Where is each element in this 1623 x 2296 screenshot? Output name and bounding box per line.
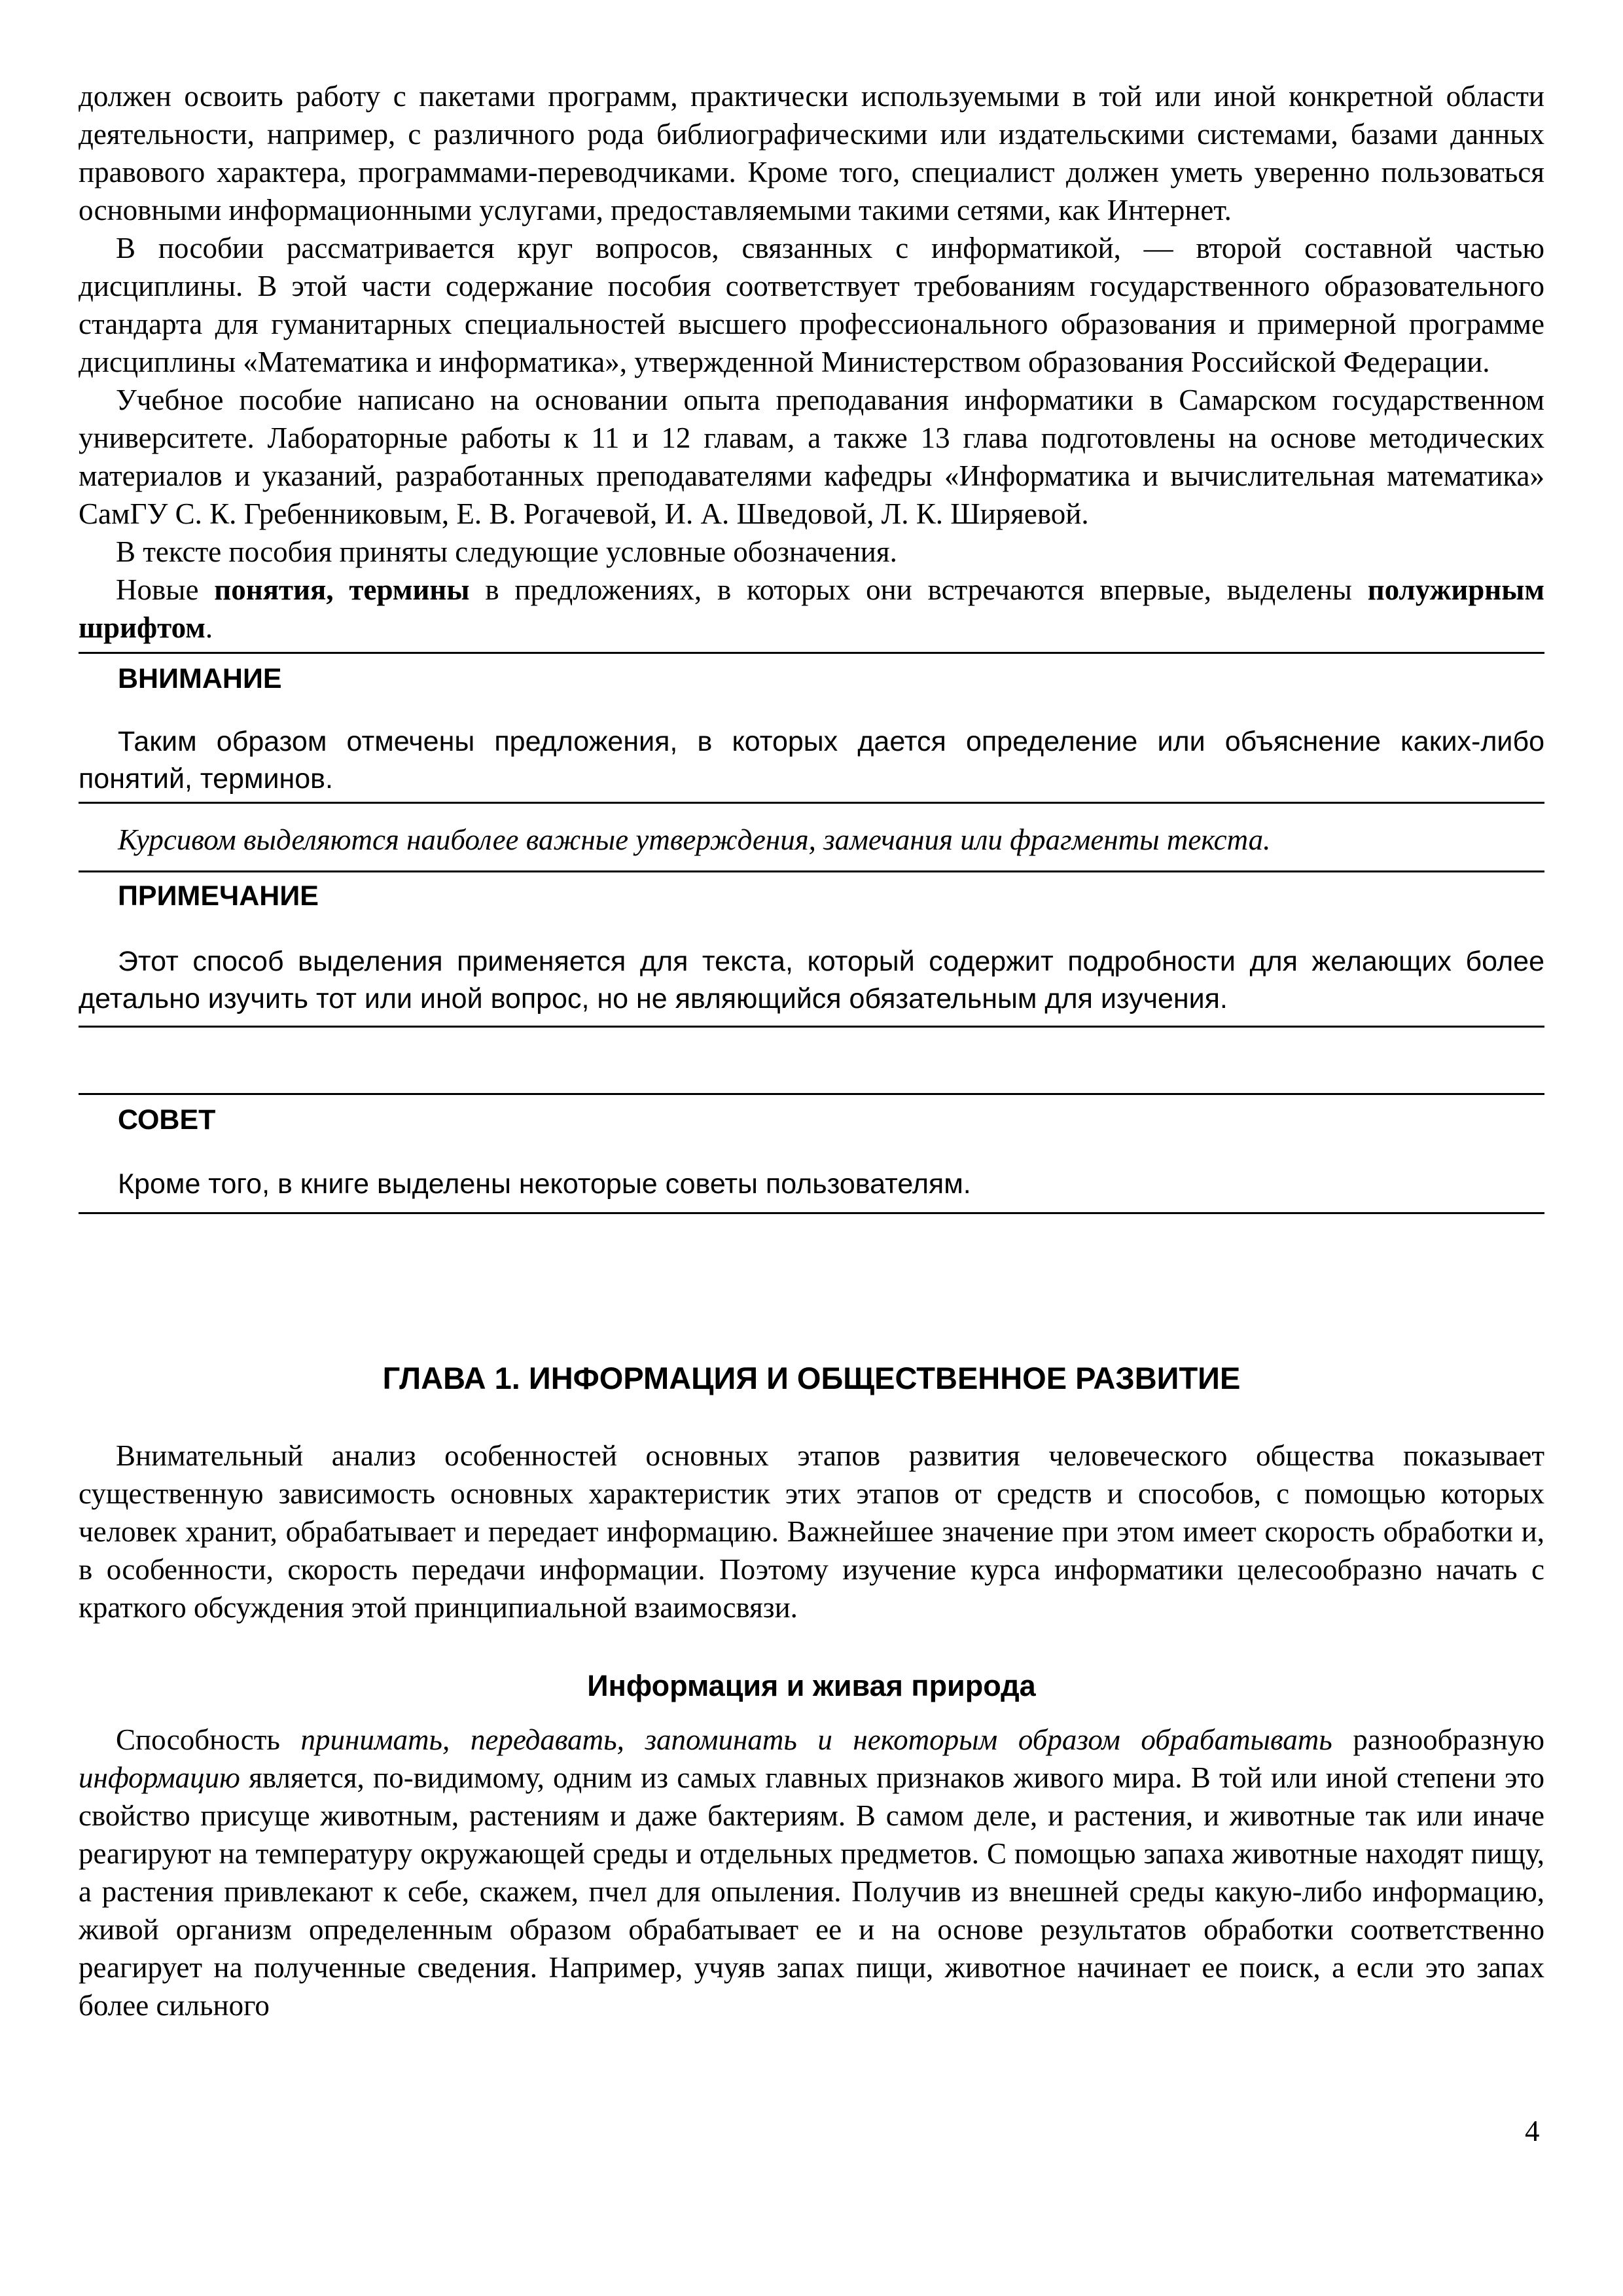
chapter-title: ГЛАВА 1. ИНФОРМАЦИЯ И ОБЩЕСТВЕННОЕ РАЗВИТИЕ xyxy=(382,1361,1241,1395)
divider xyxy=(79,1212,1544,1214)
divider xyxy=(79,802,1544,804)
note-title: ПРИМЕЧАНИЕ xyxy=(118,880,319,912)
section-title: Информация и живая природа xyxy=(587,1669,1036,1702)
text-run: Способность xyxy=(116,1723,301,1756)
bold-term: полужирным шрифтом xyxy=(79,573,1545,644)
bold-term: понятия, термины xyxy=(214,573,470,606)
italic-term: принимать, передавать, запоминать и некоторым образом обрабатывать xyxy=(300,1723,1332,1756)
text-run: является, по-видимому, одним из самых главных признаков живого мира. В той или иной степени это свойство присуще животным, растениям и даже бактериям. В самом деле, и растения, и животные так или иначе реагируют на температуру окружающей среды и отдельных предметов. С помощью запаха животные находят пищу, а растения привлекают к себе, скажем, пчел для опыления. Получив из внешней среды какую-либо информацию, живой организм определенным образом обрабатывает ее и на основе результатов обработки соответственно реагирует на полученные сведения. Например, учуяв запах пищи, животное начинает ее поиск, а если это запах более сильного xyxy=(79,1761,1544,2022)
intro-paragraph-3: Учебное пособие написано на основании опыта преподавания информатики в Самарском государственном университете. Лабораторные работы к 11 и 12 главам, а также 13 глава подготовлены на основе методических материалов и указаний, разработанных преподавателями кафедры «Информатика и вычислительная математика» СамГУ С. К. Гребенниковым, Е. В. Рогачевой, И. А. Шведовой, Л. К. Ширяевой. xyxy=(79,384,1544,530)
text-run: в предложениях, в которых они встречаются впервые, выделены xyxy=(469,573,1368,606)
attention-box xyxy=(79,652,1544,804)
note-box xyxy=(79,870,1544,1028)
intro-paragraph-2: В пособии рассматривается круг вопросов, связанных с информатикой, — второй составной частью дисциплины. В этой части содержание пособия соответствует требованиям государственного образовательного стандарта для гуманитарных специальностей высшего профессионального образования и примерной программе дисциплины «Математика и информатика», утвержденной Министерством образования Российской Федерации. xyxy=(79,232,1544,378)
text-run: . xyxy=(205,611,213,644)
text-run: разнообразную xyxy=(1332,1723,1544,1756)
advice-text: Кроме того, в книге выделены некоторые советы пользователям. xyxy=(118,1168,971,1200)
text-run: Новые xyxy=(116,573,215,606)
divider xyxy=(79,870,1544,872)
intro-paragraph-5 xyxy=(79,571,1544,647)
intro-paragraph-4: В тексте пособия приняты следующие условные обозначения. xyxy=(116,535,897,568)
attention-text: Таким образом отмечены предложения, в которых дается определение или объяснение каких-либо понятий, терминов. xyxy=(79,726,1544,795)
page-content xyxy=(79,77,1544,2024)
italic-term: информацию xyxy=(79,1761,240,1794)
page-number: 4 xyxy=(1525,2115,1540,2147)
intro-paragraph-1: должен освоить работу с пакетами программ, практически используемыми в той или иной конкретной области деятельности, например, с различного рода библиографическими или издательскими системами, базами данных правового характера, программами-переводчиками. Кроме того, специалист должен уметь уверенно пользоваться основными информационными услугами, предоставляемыми такими сетями, как Интернет. xyxy=(79,80,1544,226)
section-paragraph-1 xyxy=(79,1721,1544,2024)
divider xyxy=(79,1093,1544,1095)
advice-title: СОВЕТ xyxy=(118,1104,216,1136)
note-text: Этот способ выделения применяется для текста, который содержит подробности для желающих более детально изучить тот или иной вопрос, но не являющийся обязательным для изучения. xyxy=(79,946,1544,1014)
chapter-paragraph-1: Внимательный анализ особенностей основных этапов развития человеческого общества показывает существенную зависимость основных характеристик этих этапов от средств и способов, с помощью которых человек хранит, обрабатывает и передает информацию. Важнейшее значение при этом имеет скорость обработки и, в особенности, скорость передачи информации. Поэтому изучение курса информатики целесообразно начать с краткого обсуждения этой принципиальной взаимосвязи. xyxy=(79,1439,1544,1624)
advice-box xyxy=(79,1093,1544,1214)
italic-note: Курсивом выделяются наиболее важные утверждения, замечания или фрагменты текста. xyxy=(118,823,1271,856)
attention-title: ВНИМАНИЕ xyxy=(118,663,282,694)
divider xyxy=(79,1026,1544,1028)
divider xyxy=(79,652,1544,654)
